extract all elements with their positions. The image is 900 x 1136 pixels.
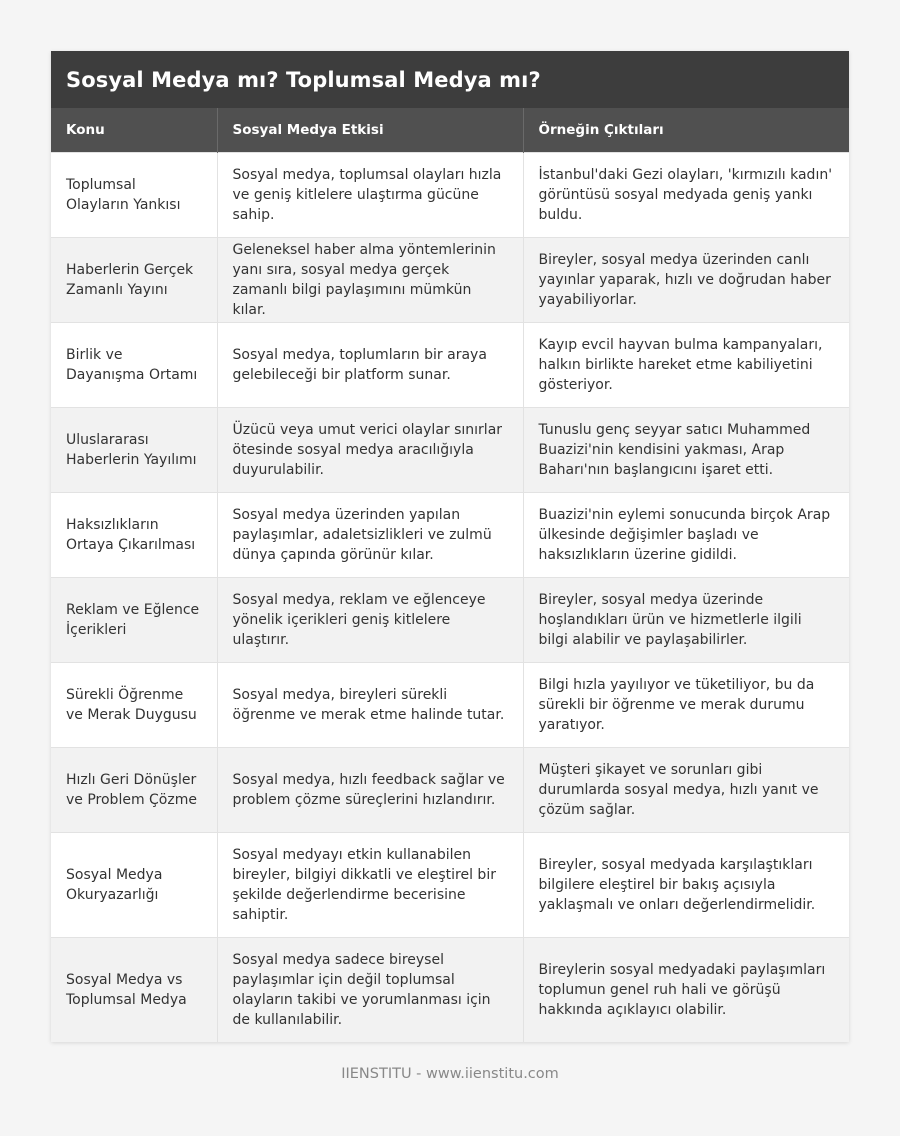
table-row: [51, 407, 849, 492]
example-cell: Bireyler, sosyal medyada karşılaştıkları bilgilere eleştirel bir bakış açısıyla yaklaşmalı ve onları değerlendirmelidir.: [523, 832, 849, 937]
header-cell-ciktilar: Örneğin Çıktıları: [523, 108, 849, 152]
effect-cell: Üzücü veya umut verici olaylar sınırlar ötesinde sosyal medya aracılığıyla duyurulabilir.: [217, 407, 523, 492]
example-cell: Bireylerin sosyal medyadaki paylaşımları toplumun genel ruh hali ve görüşü hakkında açıklayıcı olabilir.: [523, 937, 849, 1042]
topic-cell: Sosyal Medya Okuryazarlığı: [51, 832, 217, 937]
topic-cell: Haberlerin Gerçek Zamanlı Yayını: [51, 237, 217, 322]
example-cell: Kayıp evcil hayvan bulma kampanyaları, halkın birlikte hareket etme kabiliyetini gösteriyor.: [523, 322, 849, 407]
effect-cell: Geleneksel haber alma yöntemlerinin yanı sıra, sosyal medya gerçek zamanlı bilgi paylaşımını mümkün kılar.: [217, 237, 523, 322]
table-row: [51, 237, 849, 322]
example-cell: İstanbul'daki Gezi olayları, 'kırmızılı kadın' görüntüsü sosyal medyada geniş yankı buldu.: [523, 152, 849, 237]
table-row: [51, 152, 849, 237]
topic-cell: Sosyal Medya vs Toplumsal Medya: [51, 937, 217, 1042]
example-cell: Bireyler, sosyal medya üzerinden canlı yayınlar yaparak, hızlı ve doğrudan haber yayabiliyorlar.: [523, 237, 849, 322]
header-cell-konu: Konu: [51, 108, 217, 152]
example-cell: Müşteri şikayet ve sorunları gibi durumlarda sosyal medya, hızlı yanıt ve çözüm sağlar.: [523, 747, 849, 832]
table-row: [51, 832, 849, 937]
example-cell: Buazizi'nin eylemi sonucunda birçok Arap ülkesinde değişimler başladı ve haksızlıkların üzerine gidildi.: [523, 492, 849, 577]
effect-cell: Sosyal medya, toplumların bir araya gelebileceği bir platform sunar.: [217, 322, 523, 407]
footer-credit: IIENSTITU - www.iienstitu.com: [341, 1066, 559, 1082]
topic-cell: Hızlı Geri Dönüşler ve Problem Çözme: [51, 747, 217, 832]
topic-cell: Sürekli Öğrenme ve Merak Duygusu: [51, 662, 217, 747]
effect-cell: Sosyal medya sadece bireysel paylaşımlar için değil toplumsal olayların takibi ve yorumlanması için de kullanılabilir.: [217, 937, 523, 1042]
data-table: [51, 108, 849, 1042]
effect-cell: Sosyal medya üzerinden yapılan paylaşımlar, adaletsizlikleri ve zulmü dünya çapında görünür kılar.: [217, 492, 523, 577]
topic-cell: Reklam ve Eğlence İçerikleri: [51, 577, 217, 662]
topic-cell: Haksızlıkların Ortaya Çıkarılması: [51, 492, 217, 577]
effect-cell: Sosyal medyayı etkin kullanabilen bireyler, bilgiyi dikkatli ve eleştirel bir şekilde değerlendirme becerisine sahiptir.: [217, 832, 523, 937]
table-row: [51, 322, 849, 407]
table-header: [51, 108, 849, 152]
example-cell: Tunuslu genç seyyar satıcı Muhammed Buazizi'nin kendisini yakması, Arap Baharı'nın başlangıcını işaret etti.: [523, 407, 849, 492]
table-row: [51, 747, 849, 832]
topic-cell: Toplumsal Olayların Yankısı: [51, 152, 217, 237]
table-card: [51, 51, 849, 1042]
effect-cell: Sosyal medya, bireyleri sürekli öğrenme ve merak etme halinde tutar.: [217, 662, 523, 747]
table-row: [51, 577, 849, 662]
table-row: [51, 492, 849, 577]
effect-cell: Sosyal medya, toplumsal olayları hızla ve geniş kitlelere ulaştırma gücüne sahip.: [217, 152, 523, 237]
header-cell-etki: Sosyal Medya Etkisi: [217, 108, 523, 152]
topic-cell: Birlik ve Dayanışma Ortamı: [51, 322, 217, 407]
table-row: [51, 937, 849, 1042]
page-title: Sosyal Medya mı? Toplumsal Medya mı?: [51, 51, 849, 108]
table-body: [51, 152, 849, 1042]
table-row: [51, 662, 849, 747]
example-cell: Bilgi hızla yayılıyor ve tüketiliyor, bu da sürekli bir öğrenme ve merak durumu yaratıyor.: [523, 662, 849, 747]
example-cell: Bireyler, sosyal medya üzerinde hoşlandıkları ürün ve hizmetlerle ilgili bilgi alabilir ve paylaşabilirler.: [523, 577, 849, 662]
effect-cell: Sosyal medya, hızlı feedback sağlar ve problem çözme süreçlerini hızlandırır.: [217, 747, 523, 832]
topic-cell: Uluslararası Haberlerin Yayılımı: [51, 407, 217, 492]
header-row: [51, 108, 849, 152]
effect-cell: Sosyal medya, reklam ve eğlenceye yönelik içerikleri geniş kitlelere ulaştırır.: [217, 577, 523, 662]
